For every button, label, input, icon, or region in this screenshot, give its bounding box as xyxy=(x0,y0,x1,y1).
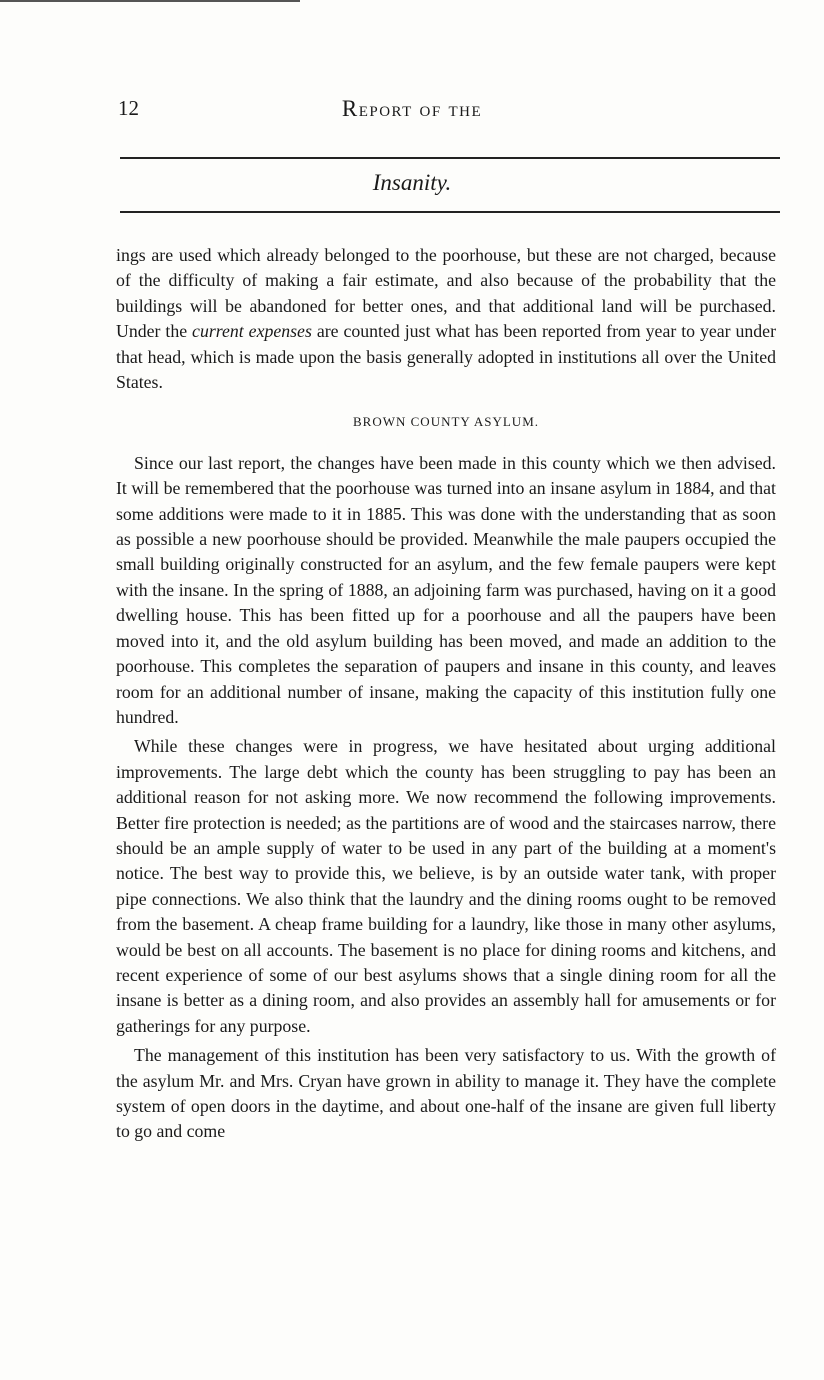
paragraph-management: The management of this institution has been very satisfactory to us. With the growth of the asylum Mr. and Mrs. Cryan have grown in ability to manage it. They have the complete system of open doors in the daytime, and about one-half of the insane are given full liberty to go and come xyxy=(116,1045,776,1142)
continued-paragraph xyxy=(116,243,776,395)
page-number: 12 xyxy=(118,96,139,120)
continued-text-start: ings are used which already belonged to the poorhouse, but these are not charged, because of the difficulty of making a fair estimate, and also because of the probability that the buildings will be abandoned for better ones, and that additional land will be purchased. Under the xyxy=(116,245,776,342)
paragraph-improvements: While these changes were in progress, we have hesitated about urging additional improvements. The large debt which the county has been struggling to pay has been an additional reason for not asking more. We now recommend the following improvements. Better fire protection is needed; as the partitions are of wood and the staircases narrow, there should be an ample supply of water to be used in any part of the building at a moment's notice. The best way to provide this, we believe, is by an outside water tank, with proper pipe connections. We also think that the laundry and the dining rooms ought to be removed from the basement. A cheap frame building for a laundry, like those in many other asylums, would be best on all accounts. The basement is no place for dining rooms and kitchens, and recent experience of some of our best asylums shows that a single dining room for all the insane is better as a dining room, and also provides an assembly hall for amusements or for gatherings for any purpose. xyxy=(116,736,776,1036)
emphasis-current-expenses: current expenses xyxy=(192,321,312,342)
page-body xyxy=(116,243,776,1145)
running-head xyxy=(0,96,824,122)
running-head-initial: R xyxy=(341,96,359,121)
header-rule-bottom xyxy=(120,211,780,213)
scan-edge-line xyxy=(0,0,300,2)
running-head-rest: eport of the xyxy=(358,97,483,121)
paragraph-changes: Since our last report, the changes have been made in this county which we then advised. It will be remembered that the poorhouse was turned into an insane asylum in 1884, and that some additions were made to it in 1885. This was done with the understanding that as soon as possible a new poorhouse should be provided. Meanwhile the male paupers occupied the small building originally constructed for an asylum, and the few female paupers were kept with the insane. In the spring of 1888, an adjoining farm was purchased, having on it a good dwelling house. This has been fitted up for a poorhouse and all the paupers have been moved into it, and the old asylum building has been moved, and made an addition to the poorhouse. This completes the separation of paupers and insane in this county, and leaves room for an additional number of insane, making the capacity of this institution fully one hundred. xyxy=(116,452,776,727)
header-rule-top xyxy=(120,157,780,159)
continued-text-end: are counted just what has been reported from year to year under that head, which is made upon the basis generally adopted in institutions all over the United States. xyxy=(116,321,776,393)
section-title: Insanity. xyxy=(372,170,452,195)
subheading-brown-county-asylum: BROWN COUNTY ASYLUM. xyxy=(353,414,539,430)
